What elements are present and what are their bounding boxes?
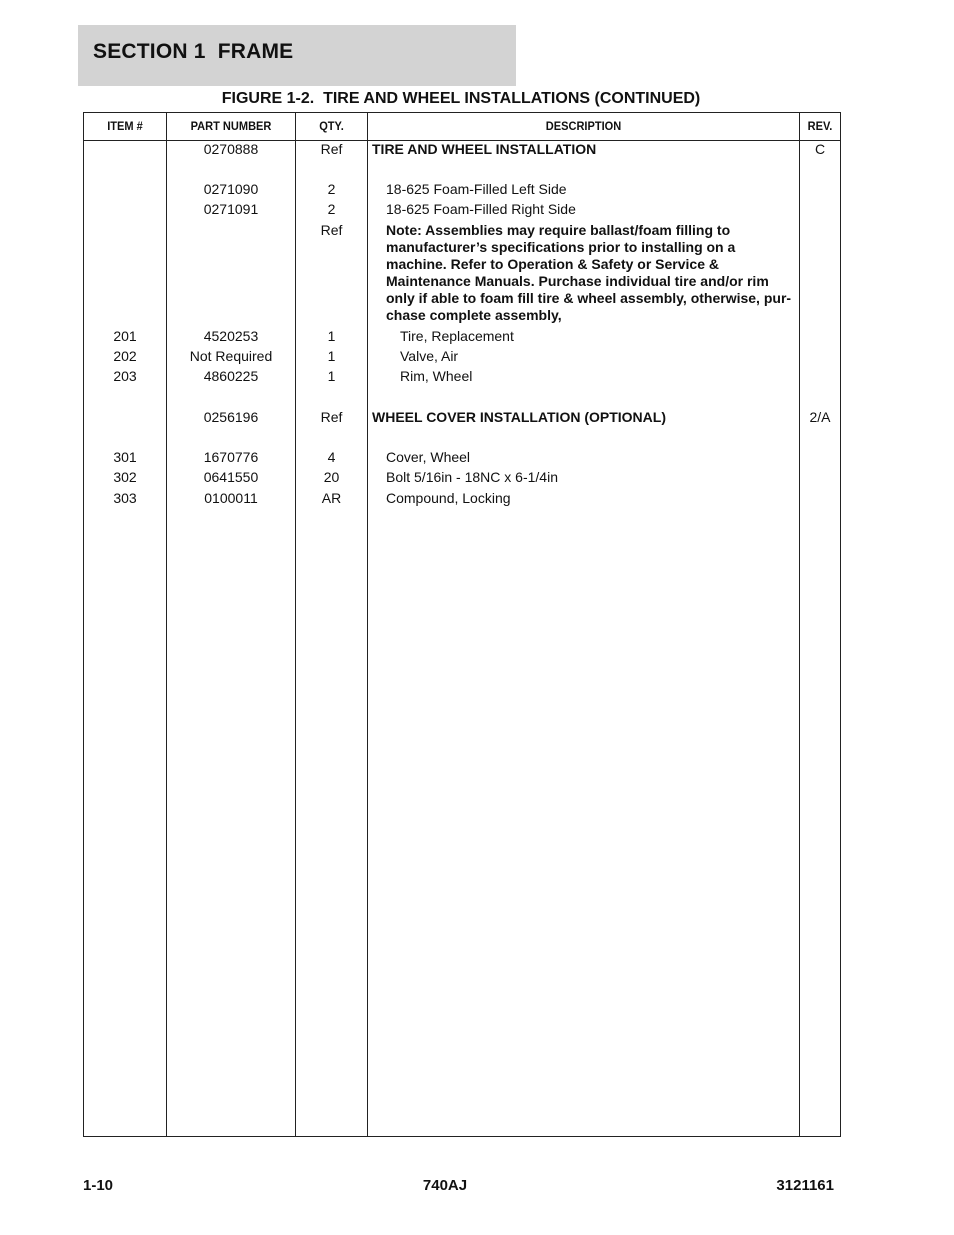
footer-model: 740AJ <box>422 1177 468 1194</box>
footer-page-number: 1-10 <box>83 1177 114 1194</box>
item-cell: 303 <box>113 490 137 506</box>
description-cell: 18-625 Foam-Filled Right Side <box>386 201 576 217</box>
section-title: SECTION 1 FRAME <box>93 40 294 63</box>
qty-cell: 2 <box>327 181 336 197</box>
description-cell: Bolt 5/16in - 18NC x 6-1/4in <box>386 469 558 485</box>
item-cell: 202 <box>113 348 137 364</box>
column-divider <box>295 113 296 1136</box>
description-cell: Tire, Replacement <box>400 328 514 344</box>
qty-cell: 1 <box>327 348 336 364</box>
part-number-cell: 4860225 <box>203 368 259 384</box>
part-number-cell: 0271091 <box>203 201 259 217</box>
qty-cell: 2 <box>327 201 336 217</box>
part-number-cell: Not Required <box>189 348 273 364</box>
qty-cell: Ref <box>320 141 343 157</box>
item-cell: 203 <box>113 368 137 384</box>
part-number-cell: 4520253 <box>203 328 259 344</box>
note-description-cell: Note: Assemblies may require ballast/foam filling to manufacturer’s specifications prior to installing on a machine. Refer to Operation & Safety or Service & Maintenance Manuals. Purchase individual tire and/or rim only if able to foam fill tire & wheel assembly, otherwise, pur-chase complete assembly, <box>386 222 792 323</box>
header-qty: QTY. <box>319 119 344 133</box>
qty-cell: 1 <box>327 328 336 344</box>
part-number-cell: 0270888 <box>203 141 259 157</box>
column-divider <box>799 113 800 1136</box>
description-cell: Compound, Locking <box>386 490 511 506</box>
description-cell: 18-625 Foam-Filled Left Side <box>386 181 567 197</box>
qty-cell: 1 <box>327 368 336 384</box>
part-number-cell: 0100011 <box>204 490 258 506</box>
figure-title: FIGURE 1-2. TIRE AND WHEEL INSTALLATIONS (CONTINUED) <box>221 90 701 107</box>
part-number-cell: 1670776 <box>203 449 259 465</box>
part-number-cell: 0256196 <box>203 409 259 425</box>
qty-cell: AR <box>321 490 342 506</box>
qty-cell: 4 <box>327 449 336 465</box>
qty-cell: Ref <box>320 409 343 425</box>
header-item: ITEM # <box>107 119 143 133</box>
qty-cell: Ref <box>320 222 343 238</box>
description-cell: Valve, Air <box>400 348 459 364</box>
part-number-cell: 0271090 <box>203 181 259 197</box>
item-cell: 301 <box>113 449 137 465</box>
rev-cell: C <box>814 141 826 157</box>
header-part-number: PART NUMBER <box>190 119 272 133</box>
rev-cell: 2/A <box>809 409 831 425</box>
item-cell: 302 <box>113 469 137 485</box>
table-header <box>84 113 840 141</box>
footer-doc-number: 3121161 <box>776 1177 834 1194</box>
qty-cell: 20 <box>323 469 340 485</box>
column-divider <box>367 113 368 1136</box>
column-divider <box>166 113 167 1136</box>
header-rev: REV. <box>807 119 833 133</box>
header-description: DESCRIPTION <box>545 119 622 133</box>
description-cell: WHEEL COVER INSTALLATION (OPTIONAL) <box>372 409 666 425</box>
part-number-cell: 0641550 <box>203 469 259 485</box>
section-banner <box>78 25 516 86</box>
parts-table <box>83 112 841 1137</box>
description-cell: Rim, Wheel <box>400 368 473 384</box>
description-cell: TIRE AND WHEEL INSTALLATION <box>372 141 597 157</box>
item-cell: 201 <box>113 328 137 344</box>
description-cell: Cover, Wheel <box>386 449 471 465</box>
